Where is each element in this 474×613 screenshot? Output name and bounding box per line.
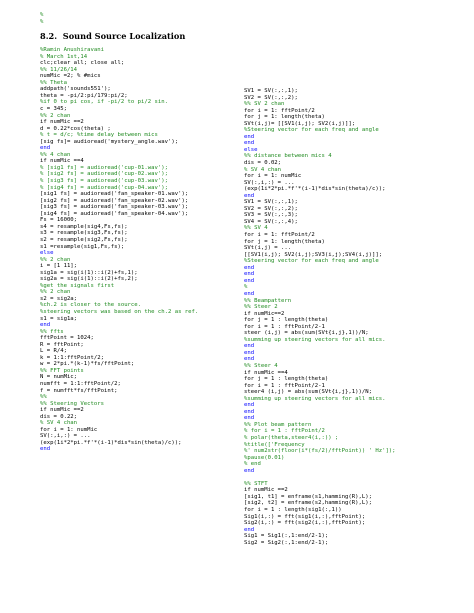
code-line: %% Plot beam pattern xyxy=(244,421,312,428)
code-line: %% FFT points xyxy=(40,367,84,374)
left-top-lines xyxy=(40,12,236,25)
code-line: s1 =resample(sig1,Fs,fs); xyxy=(40,243,125,250)
code-line: for j = 1: length(theta) xyxy=(244,238,325,245)
code-line: SV(:,i,:) = ... xyxy=(244,179,295,186)
code-line: [sig1 fs] = audioread('fan_speaker-01.wav'); xyxy=(40,191,189,198)
left-column xyxy=(40,0,236,453)
code-line: % March 1st,14 xyxy=(40,53,88,60)
code-line: [sig3 fs] = audioread('fan_speaker-03.wav'); xyxy=(40,204,189,211)
code-line: for i = 1: fftPoint/2 xyxy=(244,232,315,239)
code-line: end xyxy=(244,192,255,199)
code-line: SVt(i,j) = ... xyxy=(244,245,292,252)
code-line: for j = 1 : length(theta) xyxy=(244,317,329,324)
code-line: %% 2 chan xyxy=(40,289,71,296)
code-line: end xyxy=(244,415,255,422)
code-line: end xyxy=(244,271,255,278)
code-line: % [sig4 fs] = audioread('cup-04.wav'); xyxy=(40,184,168,191)
code-line: %% Steering Vectors xyxy=(40,400,104,407)
code-line: [sig fs]= audioread('mystery_angle.wav'); xyxy=(40,138,179,145)
code-line: sig1a = sig(i(1)::i(2)+fs,1); xyxy=(40,269,138,276)
code-line: Sig1(i,:) = fft(sig1(i,:),fftPoint); xyxy=(244,513,366,520)
code-line: % xyxy=(244,284,248,291)
code-line: % SV 4 chan xyxy=(244,166,282,173)
code-line: s3 = resample(sig3,Fs,fs); xyxy=(40,230,128,237)
code-line: % polar(theta,steer4(i,:)) ; xyxy=(244,434,339,441)
code-line: [sig2 fs] = audioread('fan_speaker-02.wav'); xyxy=(40,197,189,204)
code-line: %% SV 4 xyxy=(244,225,268,232)
code-line: for i = 1: numMic xyxy=(244,173,302,180)
code-line: SV3 = SV(:,:,3); xyxy=(244,212,298,219)
code-line: theta = -pi/2:pi/179:pi/2; xyxy=(40,92,128,99)
code-line: end xyxy=(244,277,255,284)
code-line: for j = 1 : length(theta) xyxy=(244,376,329,383)
code-line: [sig2, t2] = enframe(s2,hamming(R),L); xyxy=(244,500,372,507)
code-line: % for i = 1 : fftPoint/2 xyxy=(244,428,325,435)
code-line: N = numMic; xyxy=(40,374,78,381)
code-line: %summing up steering vectors for all mics. xyxy=(244,336,386,343)
code-line: end xyxy=(244,408,255,415)
code-line: clc;clear all; close all; xyxy=(40,60,125,67)
code-line: if numMic==2 xyxy=(244,310,285,317)
code-line: s2 = sig2a; xyxy=(40,295,78,302)
code-line: for i = 1: numMic xyxy=(40,426,98,433)
code-line: s2 = resample(sig2,Fs,fs); xyxy=(40,236,128,243)
code-line: if numMic ==2 xyxy=(40,119,84,126)
code-line: R = fftPoint; xyxy=(40,341,84,348)
code-line: for j = 1: length(theta) xyxy=(244,114,325,121)
code-line: for i = 1: fftPoint/2 xyxy=(244,107,315,114)
code-line: end xyxy=(244,467,255,474)
code-line: %% 11/26/14 xyxy=(40,66,78,73)
code-line: steer4 (i,j) = abs(sum(SVt{i,j},1))/N; xyxy=(244,389,372,396)
code-line: f = numfft*fs/fftPoint; xyxy=(40,387,118,394)
code-line: % xyxy=(40,18,44,25)
code-line: SV(:,i,:) = ... xyxy=(40,433,91,440)
code-line: for i = 1 : length(sig1(:,1)) xyxy=(244,507,342,513)
code-line: end xyxy=(244,290,255,297)
code-line: Sig2 = Sig2(:,1:end/2-1); xyxy=(244,539,329,546)
code-line: %% STFT xyxy=(244,480,268,487)
code-line: steer (i,j) = abs(sum(SVt{i,j},1))/N; xyxy=(244,330,369,337)
code-line: c = 345; xyxy=(40,106,67,113)
code-line: SV4 = SV(:,:,4); xyxy=(244,218,298,225)
code-line: numfft = 1:1:fftPoint/2; xyxy=(40,380,121,387)
code-line: fftPoint = 1024; xyxy=(40,335,94,342)
code-line: %Ramin Anushiravani xyxy=(40,47,104,54)
code-line: SV2 = SV(:,:,2); xyxy=(244,94,298,101)
code-line: %% Theta xyxy=(40,79,67,86)
code-line: end xyxy=(244,402,255,409)
code-line: (exp(1i*2*pi.*f'*(i-1)*dis*sin(theta)/c)); xyxy=(40,439,182,446)
code-line: k = 1:1:fftPoint/2; xyxy=(40,354,104,361)
code-line: end xyxy=(244,349,255,356)
code-line: %% 2 chan xyxy=(40,112,71,119)
code-line: % [sig1 fs] = audioread('cup-01.wav'); xyxy=(40,164,168,171)
code-line: Sig2(i,:) = fft(sig2(i,:),fftPoint); xyxy=(244,520,366,527)
code-line: dis = 0.02; xyxy=(244,160,282,167)
code-line: %steering vectors was based on the ch.2 as ref. xyxy=(40,308,199,315)
right-code-listing xyxy=(244,88,466,546)
code-line: s1 = sig1a; xyxy=(40,315,78,322)
code-line: numMic =2; % #mics xyxy=(40,73,101,80)
code-line: SV1 = SV(:,:,1); xyxy=(244,199,298,206)
code-line: i = [1 11]; xyxy=(40,263,78,270)
code-line: sig2a = sig(i(1)::i(2)+fs,2); xyxy=(40,276,138,283)
code-line: d = 0.22*cos(theta) ; xyxy=(40,125,111,132)
code-line: end xyxy=(40,145,51,152)
right-column xyxy=(244,0,466,546)
code-line: %% 4 chan xyxy=(40,151,71,158)
code-line: if numMic ==4 xyxy=(40,158,84,165)
code-line: addpath('sounds551'); xyxy=(40,86,111,93)
code-line: s4 = resample(sig4,Fs,fs); xyxy=(40,223,128,230)
code-line: end xyxy=(244,264,255,271)
code-line: %Steering vector for each freq and angle xyxy=(244,127,379,134)
code-line: [sig1, t1] = enframe(s1,hamming(R),L); xyxy=(244,493,372,500)
code-line: %% distance between mics 4 xyxy=(244,153,332,160)
code-line: %' num2str(floor(i*(fs/2)/fftPoint)) ' Hz']); xyxy=(244,448,396,455)
code-line: %ch.2 is closer to the source. xyxy=(40,302,142,309)
code-line: Sig1 = Sig1(:,1:end/2-1); xyxy=(244,533,329,540)
code-line: %% Steer 4 xyxy=(244,362,278,369)
code-line: %if 0 to pi cos, if -pi/2 to pi/2 sin. xyxy=(40,99,168,106)
left-code-listing xyxy=(40,47,236,453)
code-line: end xyxy=(244,140,255,147)
code-line: % [sig3 fs] = audioread('cup-03.wav'); xyxy=(40,178,168,185)
code-line: end xyxy=(244,133,255,140)
code-line: end xyxy=(244,343,255,350)
code-line: % SV 4 chan xyxy=(40,420,78,427)
code-line: end xyxy=(244,356,255,363)
code-line: if numMic ==2 xyxy=(244,487,288,494)
code-line: (exp(1i*2*pi.*f'*(i-1)*dis*sin(theta)/c)); xyxy=(244,186,386,193)
section-heading: 8.2. Sound Source Localization xyxy=(40,31,186,42)
code-line: dis = 0.22; xyxy=(40,413,78,420)
code-line: L = R/4; xyxy=(40,348,67,355)
code-line: % [sig2 fs] = audioread('cup-02.wav'); xyxy=(40,171,168,178)
code-line: Fs = 16000; xyxy=(40,217,78,224)
code-line: %% 2 chan xyxy=(40,256,71,263)
code-line: end xyxy=(40,322,51,329)
code-line: w = 2*pi.*(k-1)*fs/fftPoint; xyxy=(40,361,135,368)
code-line: %Steering vector for each freq and angle xyxy=(244,258,379,265)
code-line: %% Beampattern xyxy=(244,297,292,304)
code-line: %% SV 2 chan xyxy=(244,101,285,108)
code-line: [[SV1(i,j); SV2(i,j);SV3(i,j);SV4(i,j)]]; xyxy=(244,251,383,258)
code-line: %summing up steering vectors for all mics. xyxy=(244,395,386,402)
code-line: end xyxy=(40,446,51,453)
code-line: %pause(0.01) xyxy=(244,454,285,461)
code-line: end xyxy=(244,526,255,533)
code-line: %% ffts xyxy=(40,328,64,335)
code-line: for i = 1 : fftPoint/2-1 xyxy=(244,382,325,389)
code-line: for i = 1 : fftPoint/2-1 xyxy=(244,323,325,330)
code-line: % t = d/c; %time delay between mics xyxy=(40,132,158,139)
code-line: %title(['Frequency xyxy=(244,441,305,448)
code-line: SVt(i,j)= [[SV1(i,j); SV2(i,j)]]; xyxy=(244,120,356,127)
code-line: % xyxy=(40,12,44,18)
code-line: SV2 = SV(:,:,2); xyxy=(244,205,298,212)
code-line: SV1 = SV(:,:,1); xyxy=(244,88,298,94)
code-line: % end xyxy=(244,461,261,468)
code-line: if numMic ==2 xyxy=(40,407,84,414)
code-line: if numMic ==4 xyxy=(244,369,288,376)
code-line: else xyxy=(244,146,258,153)
code-line: else xyxy=(40,250,54,257)
code-line: %get the signals first xyxy=(40,282,115,289)
code-line: %% Steer 2 xyxy=(244,304,278,311)
code-line: %% xyxy=(40,394,47,401)
code-line: [sig4 fs] = audioread('fan_speaker-04.wav'); xyxy=(40,210,189,217)
